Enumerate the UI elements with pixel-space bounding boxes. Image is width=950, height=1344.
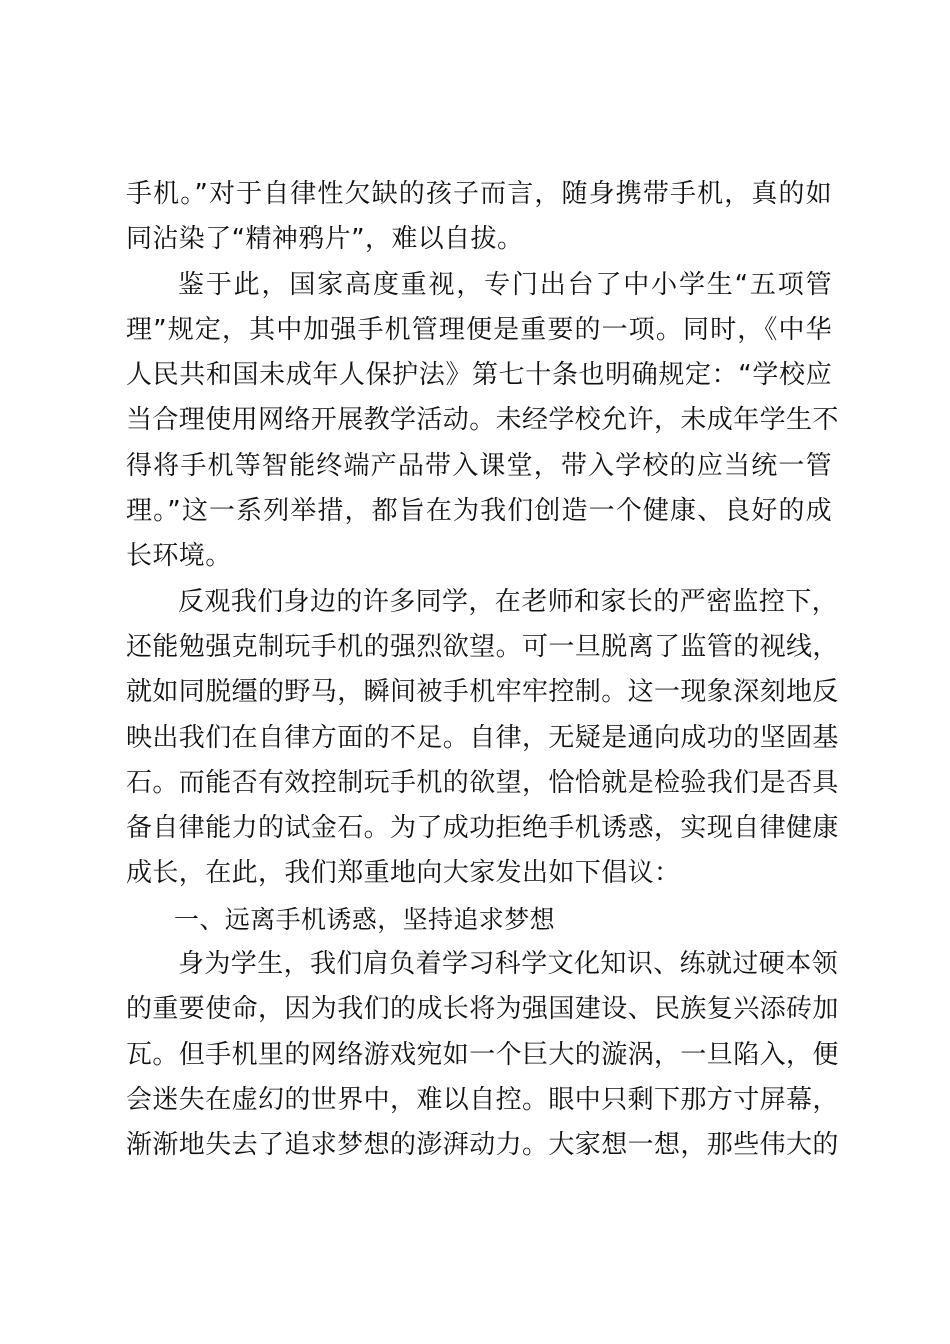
text-line: 长环境。 [126,541,232,572]
paragraph-first-line: 鉴于此，国家高度重视，专门出台了中小学生“五项管 [178,269,832,300]
text-line: 当合理使用网络开展教学活动。未经学校允许，未成年学生不 [126,405,839,436]
text-line: 还能勉强克制玩手机的强烈欲望。可一旦脱离了监管的视线， [126,631,839,662]
text-line: 映出我们在自律方面的不足。自律，无疑是通向成功的坚固基 [126,722,839,753]
paragraph-first-line: 身为学生，我们肩负着学习科学文化知识、练就过硬本领 [178,949,839,980]
text-line: 人民共和国未成年人保护法》第七十条也明确规定：“学校应 [126,360,832,391]
text-line: 备自律能力的试金石。为了成功拒绝手机诱惑，实现自律健康 [126,813,839,844]
paragraph-first-line: 反观我们身边的许多同学，在老师和家长的严密监控下， [178,586,839,617]
text-line: 手机。”对于自律性欠缺的孩子而言，随身携带手机，真的如 [126,179,832,209]
section-heading: 一、远离手机诱惑，坚持追求梦想 [174,904,556,934]
text-line: 就如同脱缰的野马，瞬间被手机牢牢控制。这一现象深刻地反 [126,677,839,708]
text-line: 的重要使命，因为我们的成长将为强国建设、民族复兴添砖加 [126,994,839,1025]
text-line: 理”规定，其中加强手机管理便是重要的一项。同时，《中华 [126,314,832,345]
text-line: 得将手机等智能终端产品带入课堂，带入学校的应当统一管 [126,450,832,481]
text-line: 瓦。但手机里的网络游戏宛如一个巨大的漩涡，一旦陷入，便 [126,1039,839,1070]
text-line: 会迷失在虚幻的世界中，难以自控。眼中只剩下那方寸屏幕， [126,1084,839,1115]
text-line: 渐渐地失去了追求梦想的澎湃动力。大家想一想，那些伟大的 [126,1130,839,1161]
text-line: 理。”这一系列举措，都旨在为我们创造一个健康、良好的成 [126,496,832,527]
document-body [126,172,839,1169]
text-line: 石。而能否有效控制玩手机的欲望，恰恰就是检验我们是否具 [126,767,839,798]
text-line: 同沾染了“精神鸦片”，难以自拔。 [126,224,524,255]
text-line: 成长，在此，我们郑重地向大家发出如下倡议： [126,858,681,889]
